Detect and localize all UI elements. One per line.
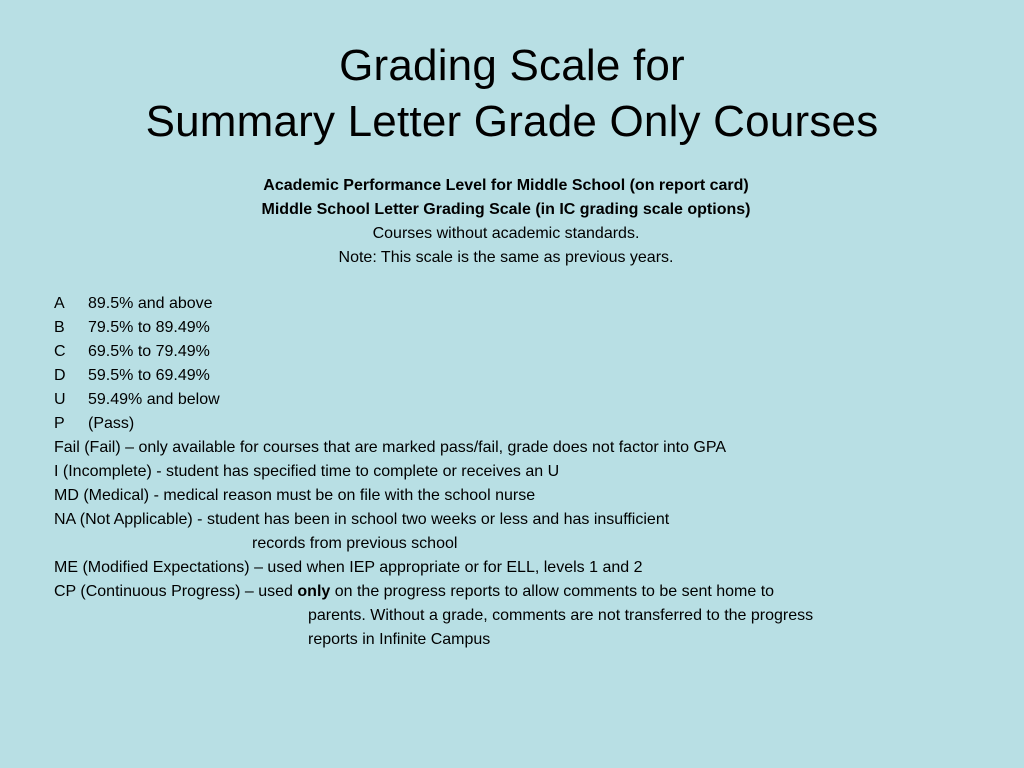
- cp-prefix: CP (Continuous Progress) – used: [54, 583, 298, 600]
- grade-range: 69.5% to 79.49%: [88, 343, 210, 360]
- grade-letter: D: [54, 367, 66, 384]
- grade-list: [54, 292, 994, 652]
- subheading-block: [0, 174, 1012, 270]
- grade-range: (Pass): [88, 415, 135, 432]
- code-fail: Fail (Fail) – only available for courses that are marked pass/fail, grade does not factor into GPA: [54, 439, 727, 456]
- subhead-scale-note: Note: This scale is the same as previous years.: [338, 249, 674, 266]
- code-continuous-progress: [54, 580, 994, 604]
- code-not-applicable-continued: records from previous school: [252, 535, 458, 552]
- cp-suffix: on the progress reports to allow comments to be sent home to: [330, 583, 775, 600]
- subhead-courses-note: Courses without academic standards.: [372, 225, 640, 242]
- cp-emphasis: only: [297, 583, 331, 600]
- grade-row-d: [54, 364, 994, 388]
- grade-row-p: [54, 412, 994, 436]
- grade-letter: A: [54, 295, 65, 312]
- grade-letter: B: [54, 319, 65, 336]
- grade-row-b: [54, 316, 994, 340]
- grade-letter: P: [54, 415, 65, 432]
- code-incomplete: I (Incomplete) - student has specified time to complete or receives an U: [54, 463, 560, 480]
- subhead-performance-level: Academic Performance Level for Middle School (on report card): [263, 177, 749, 194]
- title-line-2: Summary Letter Grade Only Courses: [145, 97, 879, 146]
- grade-range: 79.5% to 89.49%: [88, 319, 210, 336]
- code-medical: MD (Medical) - medical reason must be on file with the school nurse: [54, 487, 536, 504]
- code-continuous-progress-line-2: parents. Without a grade, comments are not transferred to the progress: [308, 607, 814, 624]
- code-continuous-progress-line-3: reports in Infinite Campus: [308, 631, 491, 648]
- grade-range: 89.5% and above: [88, 295, 213, 312]
- grade-letter: C: [54, 343, 66, 360]
- title-line-1: Grading Scale for: [339, 41, 685, 90]
- grade-range: 59.49% and below: [88, 391, 220, 408]
- grade-row-u: [54, 388, 994, 412]
- subhead-grading-scale: Middle School Letter Grading Scale (in IC grading scale options): [261, 201, 751, 218]
- slide-title: [0, 38, 1024, 150]
- grade-row-c: [54, 340, 994, 364]
- grade-row-a: [54, 292, 994, 316]
- grade-range: 59.5% to 69.49%: [88, 367, 210, 384]
- code-not-applicable: NA (Not Applicable) - student has been in school two weeks or less and has insufficient: [54, 511, 670, 528]
- grade-letter: U: [54, 391, 66, 408]
- code-modified-expectations: ME (Modified Expectations) – used when IEP appropriate or for ELL, levels 1 and 2: [54, 559, 643, 576]
